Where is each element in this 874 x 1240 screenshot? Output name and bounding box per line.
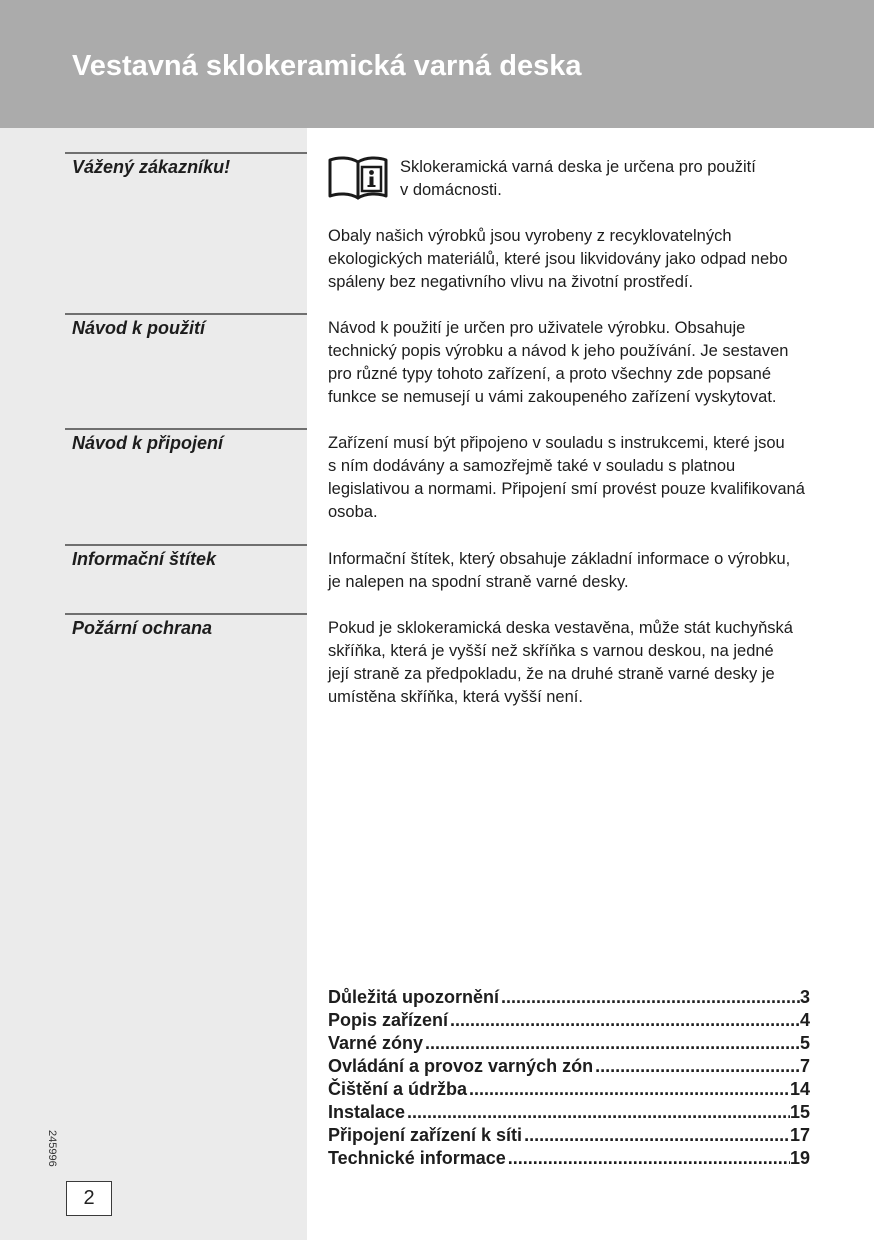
section-user-manual: [0, 313, 874, 406]
toc-entry: [328, 1009, 810, 1032]
paragraph: [328, 432, 828, 524]
info-note-text: [400, 156, 756, 202]
section-heading: Návod k připojení: [65, 428, 307, 455]
section-body: [328, 548, 828, 594]
sidebar-column: [0, 128, 307, 1240]
toc-entry: [328, 1055, 810, 1078]
toc-entry-page: 3: [799, 987, 810, 1007]
toc-dot-leader: [423, 1032, 800, 1055]
toc-dot-leader: [467, 1078, 790, 1101]
text-line: funkce se nemusejí u vámi zakoupeného zařízení vyskytovat.: [328, 387, 777, 406]
text-line: s ním dodávány a samozřejmě také v souladu s platnou: [328, 456, 736, 475]
paragraph: [328, 317, 828, 409]
section-heading: Návod k použití: [65, 313, 307, 340]
toc-entry: [328, 1124, 810, 1147]
text-line: v domácnosti.: [400, 180, 502, 199]
section-heading: Informační štítek: [65, 544, 307, 571]
section-rating-plate: [0, 544, 874, 591]
toc-entry-label: Ovládání a provoz varných zón: [328, 1056, 594, 1076]
toc-entry: [328, 1078, 810, 1101]
document-code: 245996: [46, 1130, 58, 1167]
toc-entry-label: Varné zóny: [328, 1033, 424, 1053]
text-line: Pokud je sklokeramická deska vestavěna, může stát kuchyňská: [328, 618, 793, 637]
text-line: technický popis výrobku a návod k jeho používání. Je sestaven: [328, 341, 789, 360]
toc-dot-leader: [448, 1009, 800, 1032]
text-line: Sklokeramická varná deska je určena pro použití: [400, 157, 756, 176]
toc-entry-page: 5: [799, 1033, 810, 1053]
toc-entry-page: 17: [789, 1125, 810, 1145]
toc-entry-page: 15: [789, 1102, 810, 1122]
text-line: Zařízení musí být připojeno v souladu s instrukcemi, které jsou: [328, 433, 785, 452]
text-line: Informační štítek, který obsahuje základní informace o výrobku,: [328, 549, 791, 568]
section-body: [328, 156, 828, 294]
toc-entry: [328, 1032, 810, 1055]
info-note: [328, 156, 828, 202]
text-line: osoba.: [328, 502, 378, 521]
page-title: Vestavná sklokeramická varná deska: [72, 50, 582, 82]
text-line: umístěna skříňka, která vyšší není.: [328, 687, 583, 706]
section-connection-manual: [0, 428, 874, 521]
toc-entry-page: 19: [789, 1148, 810, 1168]
paragraph: [328, 548, 828, 594]
toc-entry: [328, 1147, 810, 1170]
toc-entry-page: 4: [799, 1010, 810, 1030]
header-band: [0, 0, 874, 128]
section-heading: Vážený zákazníku!: [65, 152, 307, 179]
paragraph: [328, 617, 828, 709]
text-line: ekologických materiálů, které jsou likvidovány jako odpad nebo: [328, 249, 788, 268]
toc-entry-label: Instalace: [328, 1102, 406, 1122]
text-line: legislativou a normami. Připojení smí provést pouze kvalifikovaná: [328, 479, 805, 498]
toc-entry-label: Připojení zařízení k síti: [328, 1125, 523, 1145]
toc-dot-leader: [405, 1101, 790, 1124]
text-line: pro různé typy tohoto zařízení, a proto všechny zde popsané: [328, 364, 772, 383]
toc-dot-leader: [593, 1055, 800, 1078]
section-body: [328, 317, 828, 409]
toc-entry-page: 14: [789, 1079, 810, 1099]
text-line: Obaly našich výrobků jsou vyrobeny z recyklovatelných: [328, 226, 732, 245]
table-of-contents: [328, 986, 810, 1170]
text-line: její straně za předpokladu, že na druhé straně varné desky je: [328, 664, 775, 683]
toc-dot-leader: [506, 1147, 790, 1170]
toc-dot-leader: [522, 1124, 790, 1147]
toc-entry-label: Čištění a údržba: [328, 1079, 468, 1099]
section-fire-protection: [0, 613, 874, 706]
toc-entry-label: Důležitá upozornění: [328, 987, 499, 1007]
text-line: Návod k použití je určen pro uživatele výrobku. Obsahuje: [328, 318, 746, 337]
text-line: skříňka, která je vyšší než skříňka s varnou deskou, na jedné: [328, 641, 774, 660]
toc-dot-leader: [499, 986, 800, 1009]
info-manual-icon: [328, 154, 388, 200]
section-body: [328, 432, 828, 524]
toc-entry-label: Technické informace: [328, 1148, 506, 1168]
section-dear-customer: [0, 152, 874, 291]
toc-entry-label: Popis zařízení: [328, 1010, 449, 1030]
toc-entry: [328, 986, 810, 1009]
toc-entry-page: 7: [799, 1056, 810, 1076]
section-heading: Požární ochrana: [65, 613, 307, 640]
toc-entry: [328, 1101, 810, 1124]
section-body: [328, 617, 828, 709]
paragraph: [328, 225, 828, 294]
text-line: je nalepen na spodní straně varné desky.: [328, 572, 629, 591]
text-line: spáleny bez negativního vlivu na životní prostředí.: [328, 272, 694, 291]
page-number: 2: [66, 1181, 112, 1216]
